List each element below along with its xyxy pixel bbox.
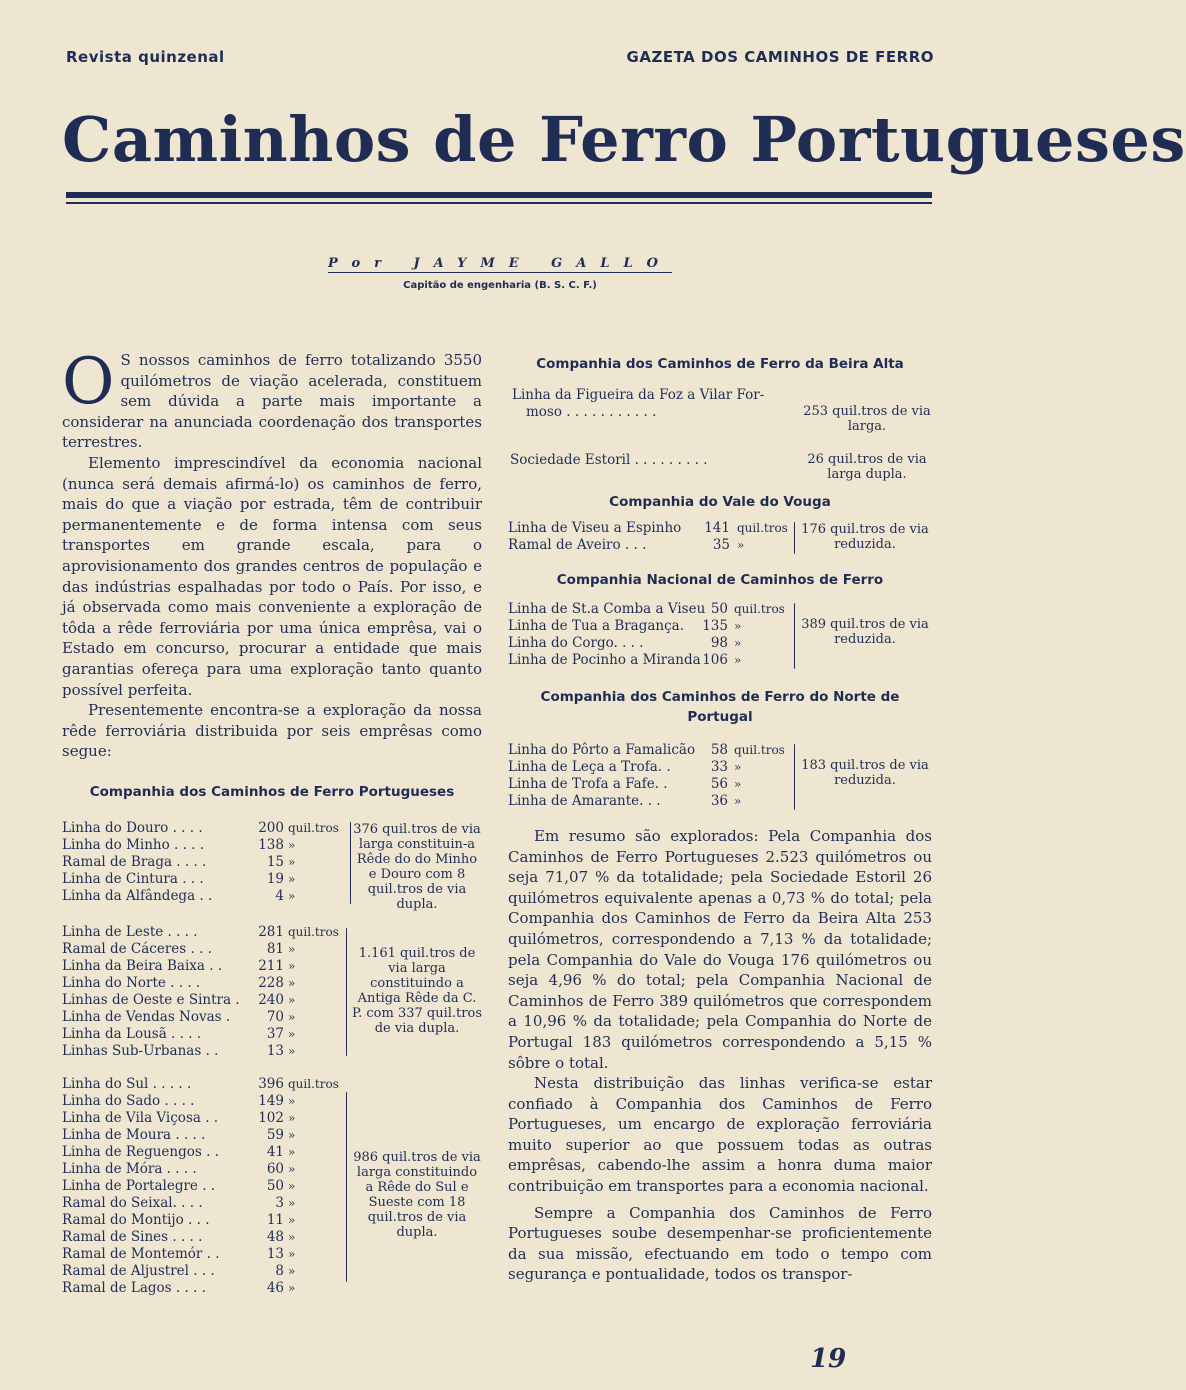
line-entry xyxy=(508,793,932,810)
line-name: Linha do Minho . . . . xyxy=(62,837,205,854)
line-km: 50 xyxy=(710,600,728,617)
vouga-note: 176 quil.tros de via reduzida. xyxy=(801,522,929,553)
line-name: Linha de St.a Comba a Viseu xyxy=(508,600,706,617)
line-unit: » xyxy=(288,1010,296,1025)
nacional-group xyxy=(508,601,932,673)
intro-paragraph-2: Elemento imprescindível da economia nacional (nunca será demais afirmá-lo) os caminhos de ferro, mais do que a viação por estrada, têm de contribuir permanentemente e de forma intensa com seus transportes em grande escala, para o aprovisionamento dos grandes centros de população e das indústrias espalhadas por todo o País. Por isso, e já observada como mais conveniente a exploração de tôda a rêde ferroviária por uma única emprêsa, vai o Estado em concurso, procurar a entidade que mais garantias ofereça para uma exploração tanto quanto possível perfeita. xyxy=(62,453,482,699)
line-unit: quil.tros xyxy=(737,521,788,536)
line-unit: » xyxy=(288,889,296,904)
line-unit: » xyxy=(734,793,742,808)
line-unit: » xyxy=(734,776,742,791)
line-unit: » xyxy=(288,1196,296,1211)
line-entry xyxy=(62,1076,482,1093)
vouga-heading: Companhia do Vale do Vouga xyxy=(609,493,831,510)
line-km: 50 xyxy=(266,1178,284,1195)
cp-group-minho-douro xyxy=(62,820,482,913)
line-unit: » xyxy=(288,959,296,974)
line-entry xyxy=(62,1043,482,1060)
line-name: Linha de Cintura . . . xyxy=(62,871,204,888)
line-name: Linha de Amarante. . . xyxy=(508,792,661,809)
line-name: Linha de Trofa a Fafe. . xyxy=(508,775,668,792)
line-entry xyxy=(62,1263,482,1280)
line-km: 138 xyxy=(258,837,284,854)
line-km: 59 xyxy=(266,1127,284,1144)
line-name: Ramal de Aveiro . . . xyxy=(508,537,647,554)
brace xyxy=(346,1092,347,1282)
line-km: 149 xyxy=(258,1093,284,1110)
line-name: Linha do Sado . . . . xyxy=(62,1093,195,1110)
line-unit: » xyxy=(288,993,296,1008)
line-name: Linha de Leste . . . . xyxy=(62,924,198,941)
line-name: Linha do Douro . . . . xyxy=(62,820,203,837)
cp-group-sul-sueste xyxy=(62,1076,482,1297)
line-unit: » xyxy=(288,942,296,957)
line-unit: » xyxy=(288,1179,296,1194)
left-column xyxy=(62,345,482,1297)
beira-line2: Sociedade Estoril . . . . . . . . . xyxy=(510,451,708,468)
brace xyxy=(346,822,351,904)
norte-note: 183 quil.tros de via reduzida. xyxy=(801,757,929,788)
line-unit: » xyxy=(737,538,745,553)
line-unit: » xyxy=(288,1044,296,1059)
line-km: 11 xyxy=(266,1212,284,1229)
line-km: 240 xyxy=(258,992,284,1009)
line-unit: » xyxy=(288,1111,296,1126)
line-km: 13 xyxy=(266,1246,284,1263)
brace xyxy=(794,522,795,554)
line-unit: » xyxy=(734,759,742,774)
line-entry xyxy=(62,1110,482,1127)
line-unit: » xyxy=(288,1213,296,1228)
line-name: Linha de Reguengos . . xyxy=(62,1144,219,1161)
cp-group-antiga-rede xyxy=(62,924,482,1060)
line-name: Linhas Sub-Urbanas . . xyxy=(62,1043,219,1060)
line-name: Linha da Beira Baixa . . xyxy=(62,958,223,975)
line-name: Linha de Móra . . . . xyxy=(62,1161,197,1178)
line-km: 13 xyxy=(266,1043,284,1060)
line-name: Ramal de Cáceres . . . xyxy=(62,941,212,958)
line-unit: » xyxy=(288,1264,296,1279)
line-unit: » xyxy=(734,618,742,633)
line-name: Linha de Pocinho a Miranda xyxy=(508,651,701,668)
header-left: Revista quinzenal xyxy=(66,48,225,66)
line-km: 81 xyxy=(266,941,284,958)
line-unit: quil.tros xyxy=(288,925,339,940)
line-entry xyxy=(508,742,932,759)
title-rule-thick xyxy=(66,192,932,198)
line-km: 15 xyxy=(266,854,284,871)
intro-p1-text: S nossos caminhos de ferro totalizando 3550 quilómetros de viação acelerada, constituem sem dúvida a parte mais importante a considerar na anunciada coordenação dos transportes terrestres. xyxy=(62,351,482,452)
line-entry xyxy=(62,1280,482,1297)
line-km: 200 xyxy=(258,820,284,837)
cp-g2-note: 1.161 quil.tros de via larga constituindo a Antiga Rêde da C. P. com 337 quil.tros de via dupla. xyxy=(352,946,482,1037)
line-name: Ramal de Sines . . . . xyxy=(62,1229,203,1246)
line-unit: » xyxy=(288,1281,296,1296)
line-unit: » xyxy=(288,872,296,887)
line-km: 281 xyxy=(258,924,284,941)
beira-line1b: moso . . . . . . . . . . . xyxy=(526,403,657,420)
line-unit: quil.tros xyxy=(734,601,785,616)
line-name: Linha do Pôrto a Famalicão xyxy=(508,741,696,758)
line-entry xyxy=(508,652,932,669)
line-km: 60 xyxy=(266,1161,284,1178)
line-unit: » xyxy=(288,1027,296,1042)
line-name: Linha de Vila Viçosa . . xyxy=(62,1110,219,1127)
article-title: Caminhos de Ferro Portugueses xyxy=(62,103,1186,176)
line-name: Ramal de Braga . . . . xyxy=(62,854,207,871)
line-entry xyxy=(62,924,482,941)
line-km: 36 xyxy=(710,792,728,809)
line-km: 19 xyxy=(266,871,284,888)
line-unit: » xyxy=(288,976,296,991)
beira-line2-note: 26 quil.tros de via larga dupla. xyxy=(807,451,927,482)
line-km: 228 xyxy=(258,975,284,992)
norte-group xyxy=(508,742,932,814)
line-name: Linha da Lousã . . . . xyxy=(62,1026,202,1043)
line-name: Linha do Sul . . . . . xyxy=(62,1076,192,1093)
title-rule-thin xyxy=(66,202,932,204)
brace xyxy=(794,603,795,669)
line-entry xyxy=(62,1127,482,1144)
line-name: Linha do Corgo. . . . xyxy=(508,634,644,651)
line-km: 37 xyxy=(266,1026,284,1043)
line-km: 41 xyxy=(266,1144,284,1161)
vouga-group xyxy=(508,520,932,558)
page-number: 19 xyxy=(810,1344,847,1374)
line-name: Linhas de Oeste e Sintra . xyxy=(62,992,240,1009)
brace xyxy=(794,744,795,810)
intro-paragraph-1 xyxy=(62,345,482,453)
intro-paragraph-3: Presentemente encontra-se a exploração da nossa rêde ferroviária distribuida por seis emprêsas como segue: xyxy=(62,701,482,761)
line-unit: » xyxy=(288,838,296,853)
line-name: Linha de Tua a Bragança. xyxy=(508,617,685,634)
beira-heading: Companhia dos Caminhos de Ferro da Beira Alta xyxy=(536,356,904,372)
beira-line1-note: 253 quil.tros de via larga. xyxy=(803,403,931,434)
line-km: 70 xyxy=(266,1009,284,1026)
line-name: Linha da Alfândega . . xyxy=(62,888,213,905)
line-km: 56 xyxy=(710,775,728,792)
line-km: 58 xyxy=(710,741,728,758)
line-km: 4 xyxy=(275,888,284,905)
byline xyxy=(0,256,1000,271)
beira-line1a: Linha da Figueira da Foz a Vilar For- xyxy=(512,386,765,403)
line-unit: » xyxy=(288,1162,296,1177)
line-name: Linha de Leça a Trofa. . xyxy=(508,758,671,775)
right-column xyxy=(508,350,932,1285)
line-entry xyxy=(508,601,932,618)
line-name: Linha de Vendas Novas . xyxy=(62,1009,231,1026)
line-unit: quil.tros xyxy=(288,1077,339,1092)
line-unit: » xyxy=(734,635,742,650)
line-unit: » xyxy=(288,1230,296,1245)
brace xyxy=(346,928,347,1056)
nacional-note: 389 quil.tros de via reduzida. xyxy=(801,616,929,647)
line-km: 135 xyxy=(702,617,728,634)
cp-g1-note: 376 quil.tros de via larga constituin-a Rêde do do Minho e Douro com 8 quil.tros de via dupla. xyxy=(353,822,481,913)
line-name: Ramal de Lagos . . . . xyxy=(62,1280,206,1297)
line-km: 35 xyxy=(712,537,730,554)
line-name: Ramal de Aljustrel . . . xyxy=(62,1263,215,1280)
line-km: 8 xyxy=(275,1263,284,1280)
line-km: 48 xyxy=(266,1229,284,1246)
line-unit: quil.tros xyxy=(734,742,785,757)
line-km: 141 xyxy=(704,520,730,537)
nacional-heading: Companhia Nacional de Caminhos de Ferro xyxy=(556,572,884,589)
line-unit: » xyxy=(288,1128,296,1143)
line-km: 211 xyxy=(258,958,284,975)
drop-cap: O xyxy=(62,345,115,419)
cp-g3-note: 986 quil.tros de via larga constituindo a Rêde do Sul e Sueste com 18 quil.tros de via dupla. xyxy=(353,1150,481,1241)
line-entry xyxy=(62,1246,482,1263)
beira-group xyxy=(508,387,932,492)
line-name: Ramal de Montemór . . xyxy=(62,1246,220,1263)
line-km: 102 xyxy=(258,1110,284,1127)
line-unit: quil.tros xyxy=(288,821,339,836)
line-km: 98 xyxy=(710,634,728,651)
line-km: 106 xyxy=(702,651,728,668)
line-km: 396 xyxy=(258,1076,284,1093)
author-affiliation: Capitão de engenharia (B. S. C. F.) xyxy=(403,280,597,291)
line-km: 3 xyxy=(275,1195,284,1212)
summary-paragraph-1: Em resumo são explorados: Pela Companhia dos Caminhos de Ferro Portugueses 2.523 quilómetros ou seja 71,07 % da totalidade; pela Sociedade Estoril 26 quilómetros equivalente apenas a 0,73 % do total; pela Companhia dos Caminhos de Ferro da Beira Alta 253 quilómetros, correspondendo a 7,13 % da totalidade; pela Companhia do Vale do Vouga 176 quilómetros ou seja 4,96 % do total; pela Companhia Nacional de Caminhos de Ferro 389 quilómetros que correspondem a 10,96 % da totalidade; pela Companhia do Norte de Portugal 183 quilómetros correspondendo a 5,15 % sôbre o total. xyxy=(508,826,932,1072)
line-name: Linha de Portalegre . . xyxy=(62,1178,216,1195)
line-km: 33 xyxy=(710,758,728,775)
norte-heading: Companhia dos Caminhos de Ferro do Norte de Portugal xyxy=(540,688,900,726)
line-unit: » xyxy=(734,652,742,667)
summary-paragraph-3: Sempre a Companhia dos Caminhos de Ferro Portugueses soube desempenhar-se proficientemente da sua missão, efectuando em todo o tempo com segurança e pontualidade, todos os transpor- xyxy=(508,1203,932,1284)
header-right: GAZETA DOS CAMINHOS DE FERRO xyxy=(626,48,934,66)
summary-paragraph-2: Nesta distribuição das linhas verifica-se estar confiado à Companhia dos Caminhos de Ferro Portugueses, um encargo de exploração ferroviária muito superior ao que possuem todas as outras emprêsas, cabendo-lhe assim a honra duma maior contribuição em transportes para a economia nacional. xyxy=(508,1074,932,1196)
line-unit: » xyxy=(288,1247,296,1262)
line-name: Linha de Viseu a Espinho xyxy=(508,520,682,537)
line-entry xyxy=(62,1093,482,1110)
line-unit: » xyxy=(288,1145,296,1160)
line-name: Ramal do Seixal. . . . xyxy=(62,1195,203,1212)
line-km: 46 xyxy=(266,1280,284,1297)
line-name: Linha de Moura . . . . xyxy=(62,1127,206,1144)
cp-heading: Companhia dos Caminhos de Ferro Portugueses xyxy=(89,783,455,800)
line-unit: » xyxy=(288,1094,296,1109)
line-name: Linha do Norte . . . . xyxy=(62,975,201,992)
line-name: Ramal do Montijo . . . xyxy=(62,1212,210,1229)
byline-text: Por JAYME GALLO xyxy=(328,256,672,271)
line-unit: » xyxy=(288,855,296,870)
